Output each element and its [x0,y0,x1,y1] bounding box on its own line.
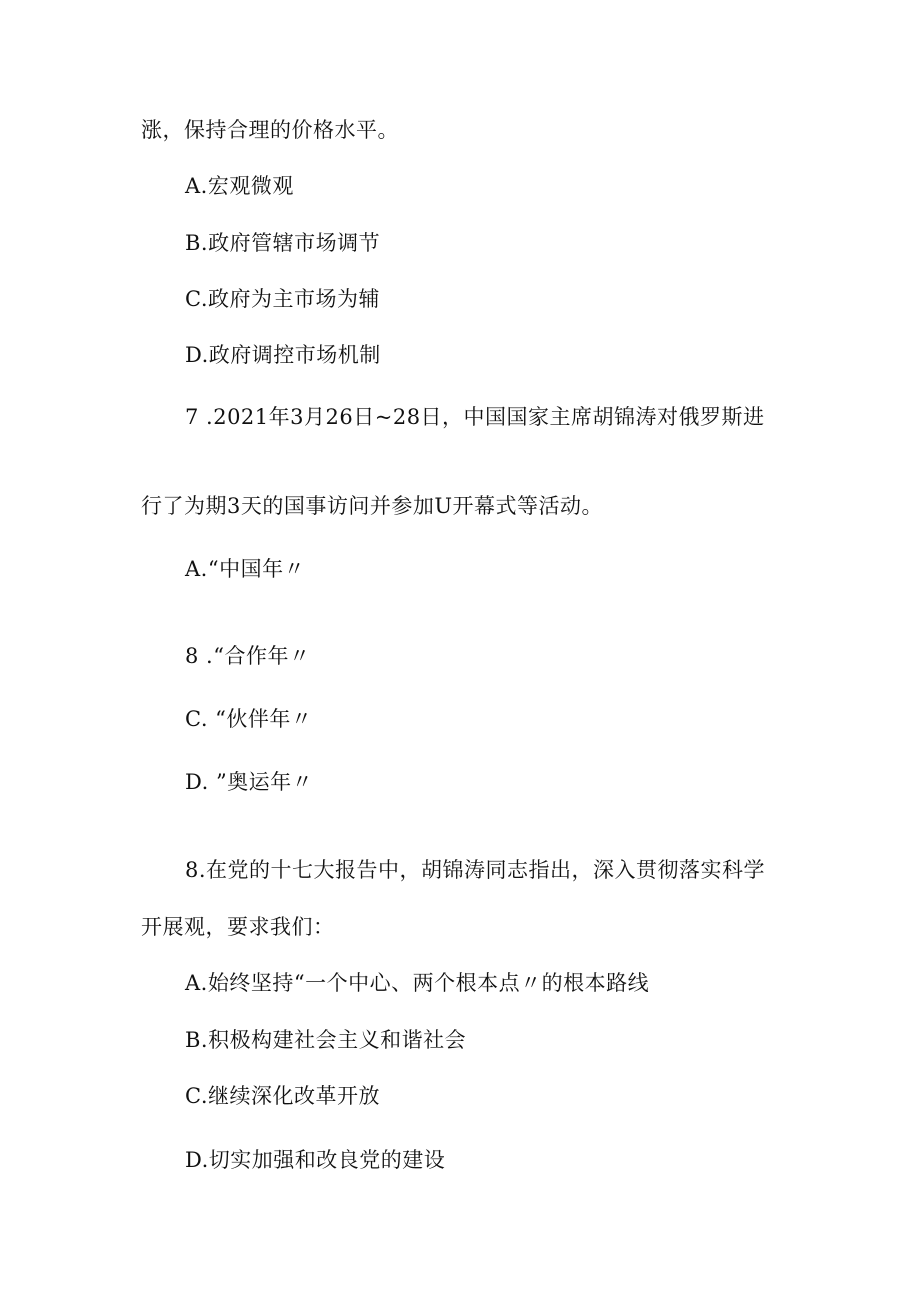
option-a: A.“中国年〃 [185,557,306,581]
question-7-text-cont: 行了为期3天的国事访问并参加U开幕式等活动。 [141,494,604,518]
option-a: A.始终坚持“一个中心、两个根本点〃的根本路线 [185,971,650,995]
option-b: B.政府管辖市场调节 [185,231,381,255]
text-line-continuation: 涨，保持合理的价格水平。 [141,118,399,142]
option-c: C. “伙伴年〃 [185,707,313,731]
option-d: D.政府调控市场机制 [185,343,381,367]
question-8-text-cont: 开展观，要求我们： [141,915,335,939]
option-c: C.继续深化改革开放 [185,1084,380,1108]
option-b: B.积极构建社会主义和谐社会 [185,1028,467,1052]
option-d: D. ”奥运年〃 [185,770,314,794]
question-8-text: 8.在党的十七大报告中，胡锦涛同志指出，深入贯彻落实科学 [185,858,766,882]
question-7-text: 7 .2021年3月26日~28日，中国国家主席胡锦涛对俄罗斯进 [185,405,765,429]
option-a: A.宏观微观 [185,174,294,198]
option-b: 8 .“合作年〃 [185,644,311,668]
option-d: D.切实加强和改良党的建设 [185,1148,446,1172]
option-c: C.政府为主市场为辅 [185,287,380,311]
